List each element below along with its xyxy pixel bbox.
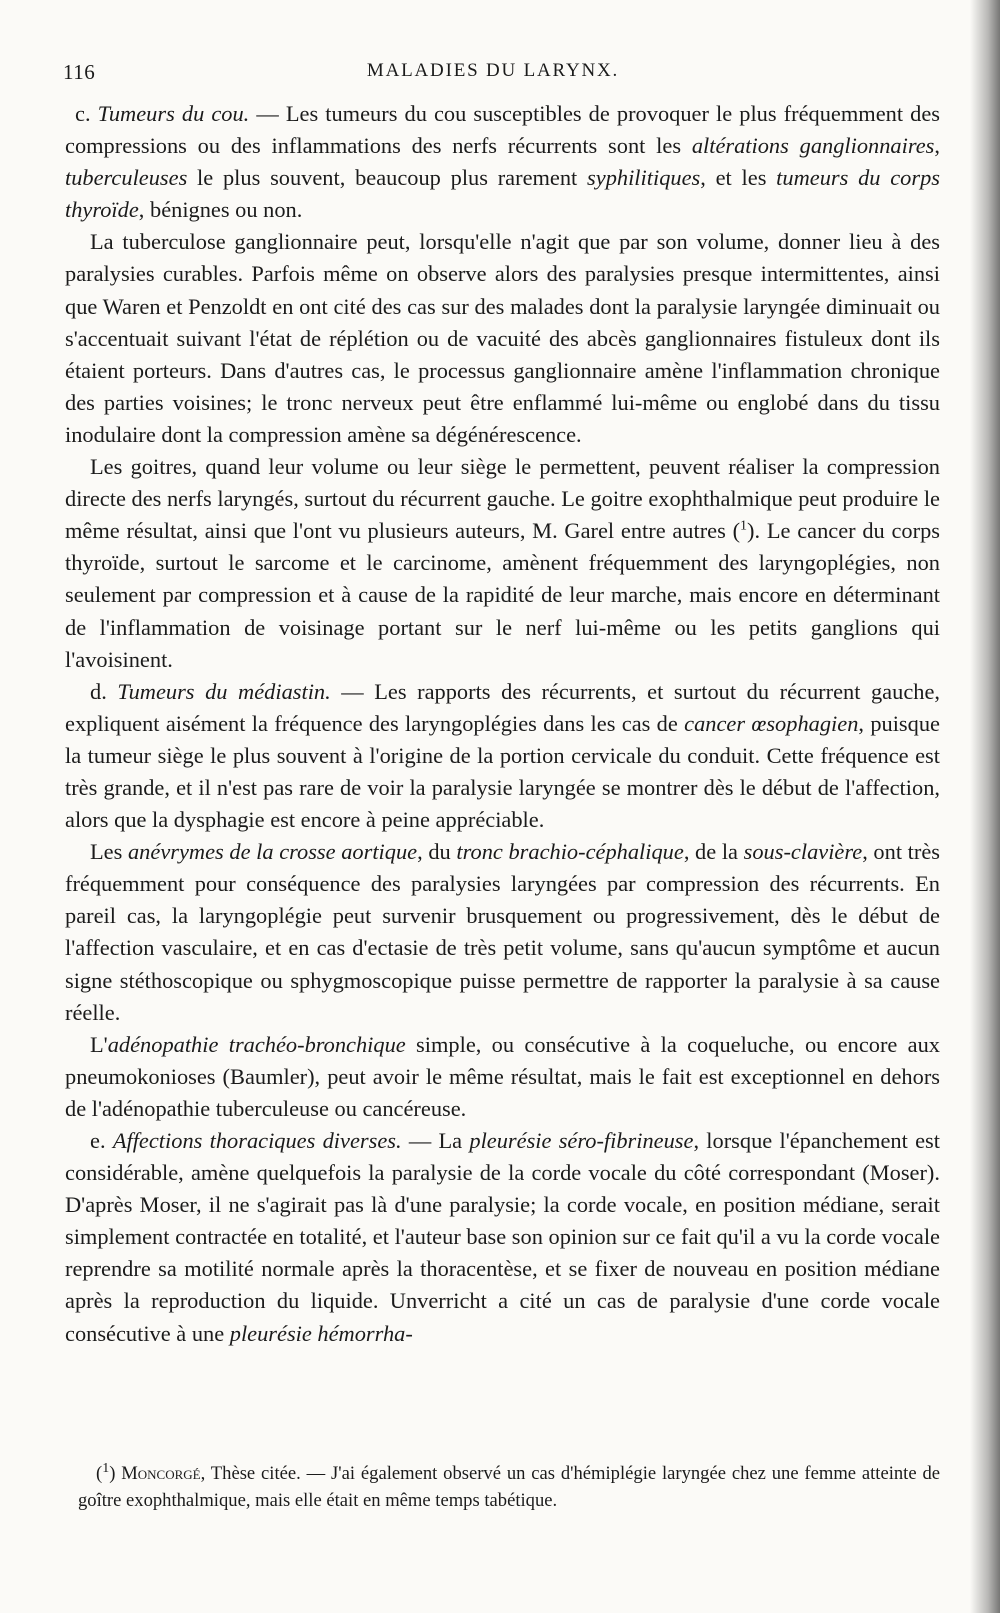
paragraph-adenopathie (65, 1029, 940, 1125)
text-run: , lorsque l'épanchement est considérable, amène quelquefois la paralysie de la corde vocale du côté correspondant (Moser). D'après Moser, il ne s'agirait pas là d'une paralysie; la corde vocale, en position médiane, serait simplement contractée en totalité, et l'auteur base son opinion sur ce fait qu'il a vu la corde vocale reprendre sa motilité normale après la thoracentèse, et se fixer de nouveau en position médiane après la reproduction du liquide. Unverricht a cité un cas de paralysie d'une corde vocale consécutive à une (65, 1128, 940, 1346)
italic-run: pleurésie hémorrha- (229, 1320, 413, 1346)
section-label: d. (90, 678, 107, 704)
italic-run: pleurésie séro-fibrineuse (469, 1128, 694, 1153)
italic-run: syphilitiques (587, 165, 701, 191)
italic-run: tuberculeuses (65, 165, 188, 191)
text-run: , bénignes ou non. (138, 197, 303, 223)
footnote-mark: 1 (102, 1460, 110, 1476)
section-label: c. (75, 101, 91, 126)
italic-run: anévrymes de la crosse aortique (127, 839, 418, 865)
italic-run: tronc brachio-céphalique (456, 839, 684, 865)
text-run: ). Le cancer du corps thyroïde, surtout le sarcome et le carcinome, amènent fréquemment des laryngoplégies, non seulement par compression et à cause de la rapidité de leur marche, mais encore en déterminant de l'inflammation de voisinage portant sur le nerf lui-même ou les petits ganglions qui l'avoisinent. (65, 518, 940, 672)
text-run: , de la (683, 839, 744, 865)
page-header (63, 60, 923, 94)
text-run: — Les tumeurs du cou susceptibles de provoquer le plus fréquemment des compressions ou des inflammations des nerfs récurrents sont les (65, 101, 940, 159)
text-run: — La (401, 1128, 470, 1153)
text-run: , du (417, 839, 457, 865)
text-run: , (934, 133, 940, 159)
section-heading: Affections thoraciques diverses. (112, 1128, 402, 1153)
footnote-author: Moncorgé (121, 1463, 201, 1484)
paragraph-tumeurs-du-mediastin (65, 676, 940, 836)
italic-run: altérations ganglionnaires (691, 133, 935, 159)
section-heading: Tumeurs du cou. (97, 101, 250, 126)
text-run: , ont très fréquemment pour conséquence des paralysies laryngées par compression des récurrents. En pareil cas, la laryngoplégie peut survenir brusquement ou progressivement, dès le début de l'affection vasculaire, et en cas d'ectasie de très petit volume, sans qu'aucun symptôme et aucun signe stéthoscopique ou sphygmoscopique puisse permettre de rapporter la paralysie à sa cause réelle. (65, 839, 941, 1025)
paragraph-goitres (65, 451, 940, 676)
running-head: MALADIES DU LARYNX. (366, 60, 620, 81)
italic-run: cancer œsophagien (684, 710, 859, 736)
text-run: , et les (700, 165, 777, 191)
text-run: — Les rapports des récurrents, et surtout du récurrent gauche, expliquent aisément la fréquence des laryngoplégies dans les cas de (65, 678, 940, 736)
text-run: Les (90, 839, 128, 865)
section-heading: Tumeurs du médiastin. (117, 678, 331, 704)
paragraph-affections-thoraciques (65, 1125, 940, 1350)
page-body (65, 98, 940, 1350)
section-label: e. (90, 1128, 106, 1153)
page-number: 116 (63, 60, 96, 84)
text-run: Les goitres, quand leur volume ou leur siège le permettent, peuvent réaliser la compression directe des nerfs laryngés, surtout du récurrent gauche. Le goitre exophthalmique peut produire le même résultat, ainsi que l'ont vu plusieurs auteurs, M. Garel entre autres ( (65, 454, 940, 544)
footnotes (78, 1460, 940, 1514)
italic-run: adénopathie trachéo-bronchique (107, 1031, 406, 1057)
text-run: simple, ou consécutive à la coqueluche, ou encore aux pneumokonioses (Baumler), peut avoir le même résultat, mais le fait est exceptionnel en dehors de l'adénopathie tuberculeuse ou cancéreuse. (65, 1031, 940, 1121)
paragraph-tumeurs-du-cou (65, 98, 940, 226)
paragraph-anevrymes (65, 836, 940, 1029)
page-edge-shadow (970, 0, 1000, 1613)
text-run: le plus souvent, beaucoup plus rarement (187, 165, 588, 191)
footnote-1: ($^1$) Moncorgé, Thèse citée. — J'ai également observé un cas d'hémiplégie laryngée chez une femme atteinte de goître exophthalmique, mais elle était en même temps tabétique. (78, 1460, 941, 1511)
italic-run: sous-clavière (743, 839, 863, 865)
paragraph-tuberculose: La tuberculose ganglionnaire peut, lorsqu'elle n'agit que par son volume, donner lieu à des paralysies curables. Parfois même on observe alors des paralysies presque intermittentes, ainsi que Waren et Penzoldt en ont cité des cas sur des malades dont la paralysie laryngée diminuait ou s'accentuait suivant l'état de réplétion ou de vacuité des abcès ganglionnaires fistuleux dont ils étaient porteurs. Dans d'autres cas, le processus ganglionnaire amène l'inflammation chronique des parties voisines; le tronc nerveux peut être enflammé lui-même ou englobé dans du tissu inodulaire dont la compression amène sa dégénérescence. (65, 229, 940, 447)
italic-run: tumeurs du corps thyroïde (65, 165, 940, 223)
footnote-reference: 1 (740, 518, 748, 534)
footnote-text: , Thèse citée. — J'ai également observé un cas d'hémiplégie laryngée chez une femme atteinte de goître exophthalmique, mais elle était en même temps tabétique. (78, 1463, 941, 1511)
text-run: , puisque la tumeur siège le plus souvent à l'origine de la portion cervicale du conduit. Cette fréquence est très grande, et il n'est pas rare de voir la paralysie laryngée se montrer dès le début de l'affection, alors que la dysphagie est encore à peine appréciable. (65, 710, 940, 833)
text-run: L' (90, 1031, 108, 1057)
